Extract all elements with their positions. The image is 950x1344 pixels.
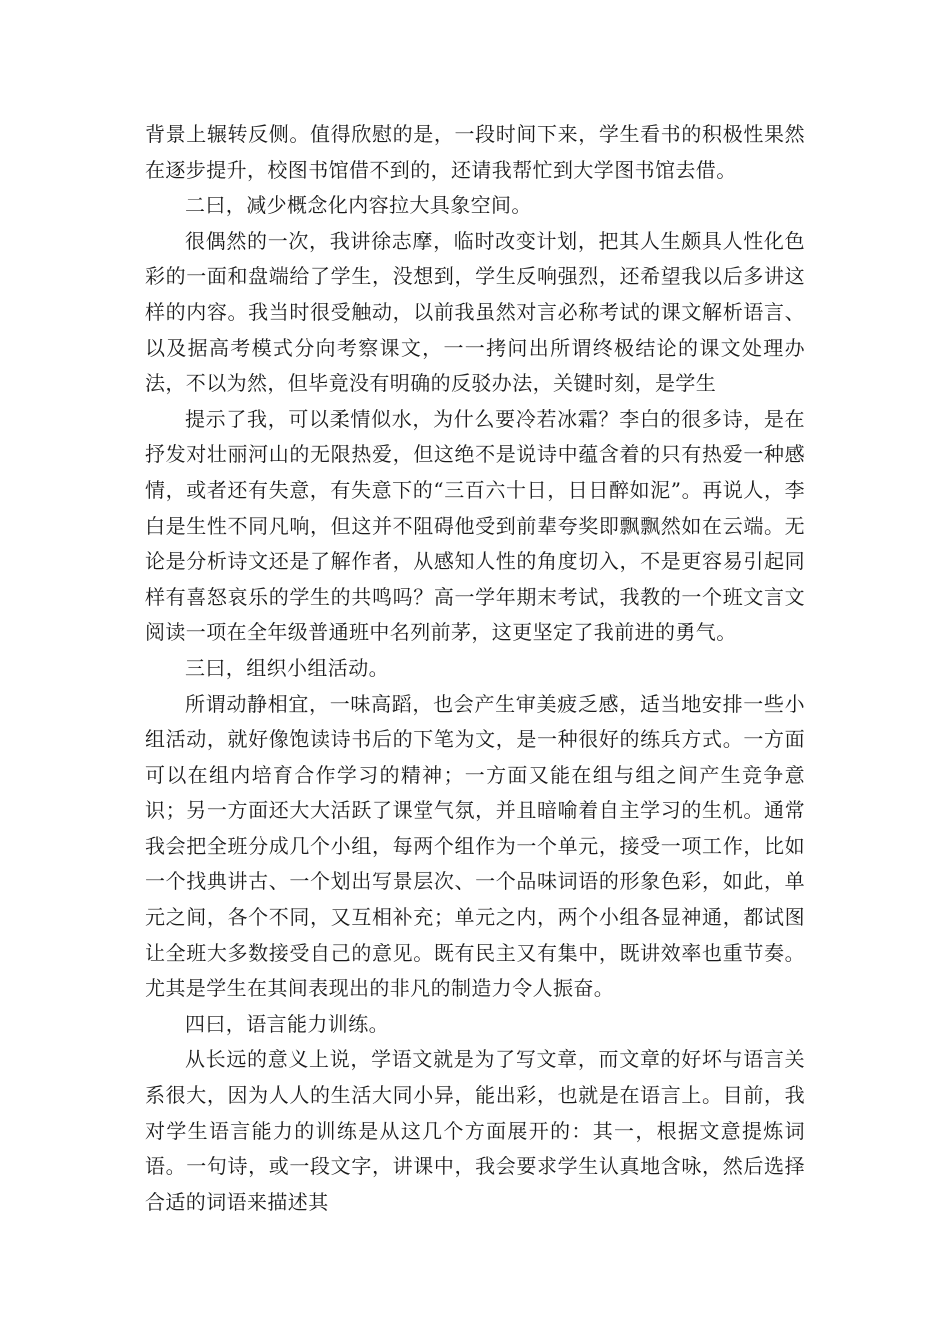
document-body xyxy=(145,117,805,1220)
section-heading-three: 三曰，组织小组活动。 xyxy=(185,655,389,680)
paragraph-continuation: 背景上辗转反侧。值得欣慰的是，一段时间下来，学生看书的积极性果然在逐步提升，校图书馆借不到的，还请我帮忙到大学图书馆去借。 xyxy=(145,122,805,182)
paragraph-li-bai: 提示了我，可以柔情似水，为什么要冷若冰霜？李白的很多诗，是在抒发对壮丽河山的无限热爱，但这绝不是说诗中蕴含着的只有热爱一种感情，或者还有失意，有失意下的“三百六十日，日日醉如泥”。再说人，李白是生性不同凡响，但这并不阻碍他受到前辈夸奖即飘飘然如在云端。无论是分析诗文还是了解作者，从感知人性的角度切入，不是更容易引起同样有喜怒哀乐的学生的共鸣吗？高一学年期末考试，我教的一个班文言文阅读一项在全年级普通班中名列前茅，这更坚定了我前进的勇气。 xyxy=(145,406,805,645)
section-heading-four: 四曰，语言能力训练。 xyxy=(185,1011,389,1036)
paragraph-language-training: 从长远的意义上说，学语文就是为了写文章，而文章的好坏与语言关系很大，因为人人的生活大同小异，能出彩，也就是在语言上。目前，我对学生语言能力的训练是从这几个方面展开的：其一，根据文意提炼词语。一句诗，或一段文字，讲课中，我会要求学生认真地含咏，然后选择合适的词语来描述其 xyxy=(145,1047,805,1214)
paragraph-xu-zhimo: 很偶然的一次，我讲徐志摩，临时改变计划，把其人生颇具人性化色彩的一面和盘端给了学生，没想到，学生反响强烈，还希望我以后多讲这样的内容。我当时很受触动，以前我虽然对言必称考试的课文解析语言、以及据高考模式分向考察课文，一一拷问出所谓终极结论的课文处理办法，不以为然，但毕竟没有明确的反驳办法，关键时刻，是学生 xyxy=(145,228,805,396)
paragraph-group-activity: 所谓动静相宜，一味高蹈，也会产生审美疲乏感，适当地安排一些小组活动，就好像饱读诗书后的下笔为文，是一种很好的练兵方式。一方面可以在组内培育合作学习的精神；一方面又能在组与组之间产生竞争意识；另一方面还大大活跃了课堂气氛，并且暗喻着自主学习的生机。通常我会把全班分成几个小组，每两个组作为一个单元，接受一项工作，比如一个找典讲古、一个划出写景层次、一个品味词语的形象色彩，如此，单元之间，各个不同，又互相补充；单元之内，两个小组各显神通，都试图让全班大多数接受自己的意见。既有民主又有集中，既讲效率也重节奏。尤其是学生在其间表现出的非凡的制造力令人振奋。 xyxy=(145,691,805,1001)
section-heading-two: 二曰，减少概念化内容拉大具象空间。 xyxy=(185,193,532,218)
